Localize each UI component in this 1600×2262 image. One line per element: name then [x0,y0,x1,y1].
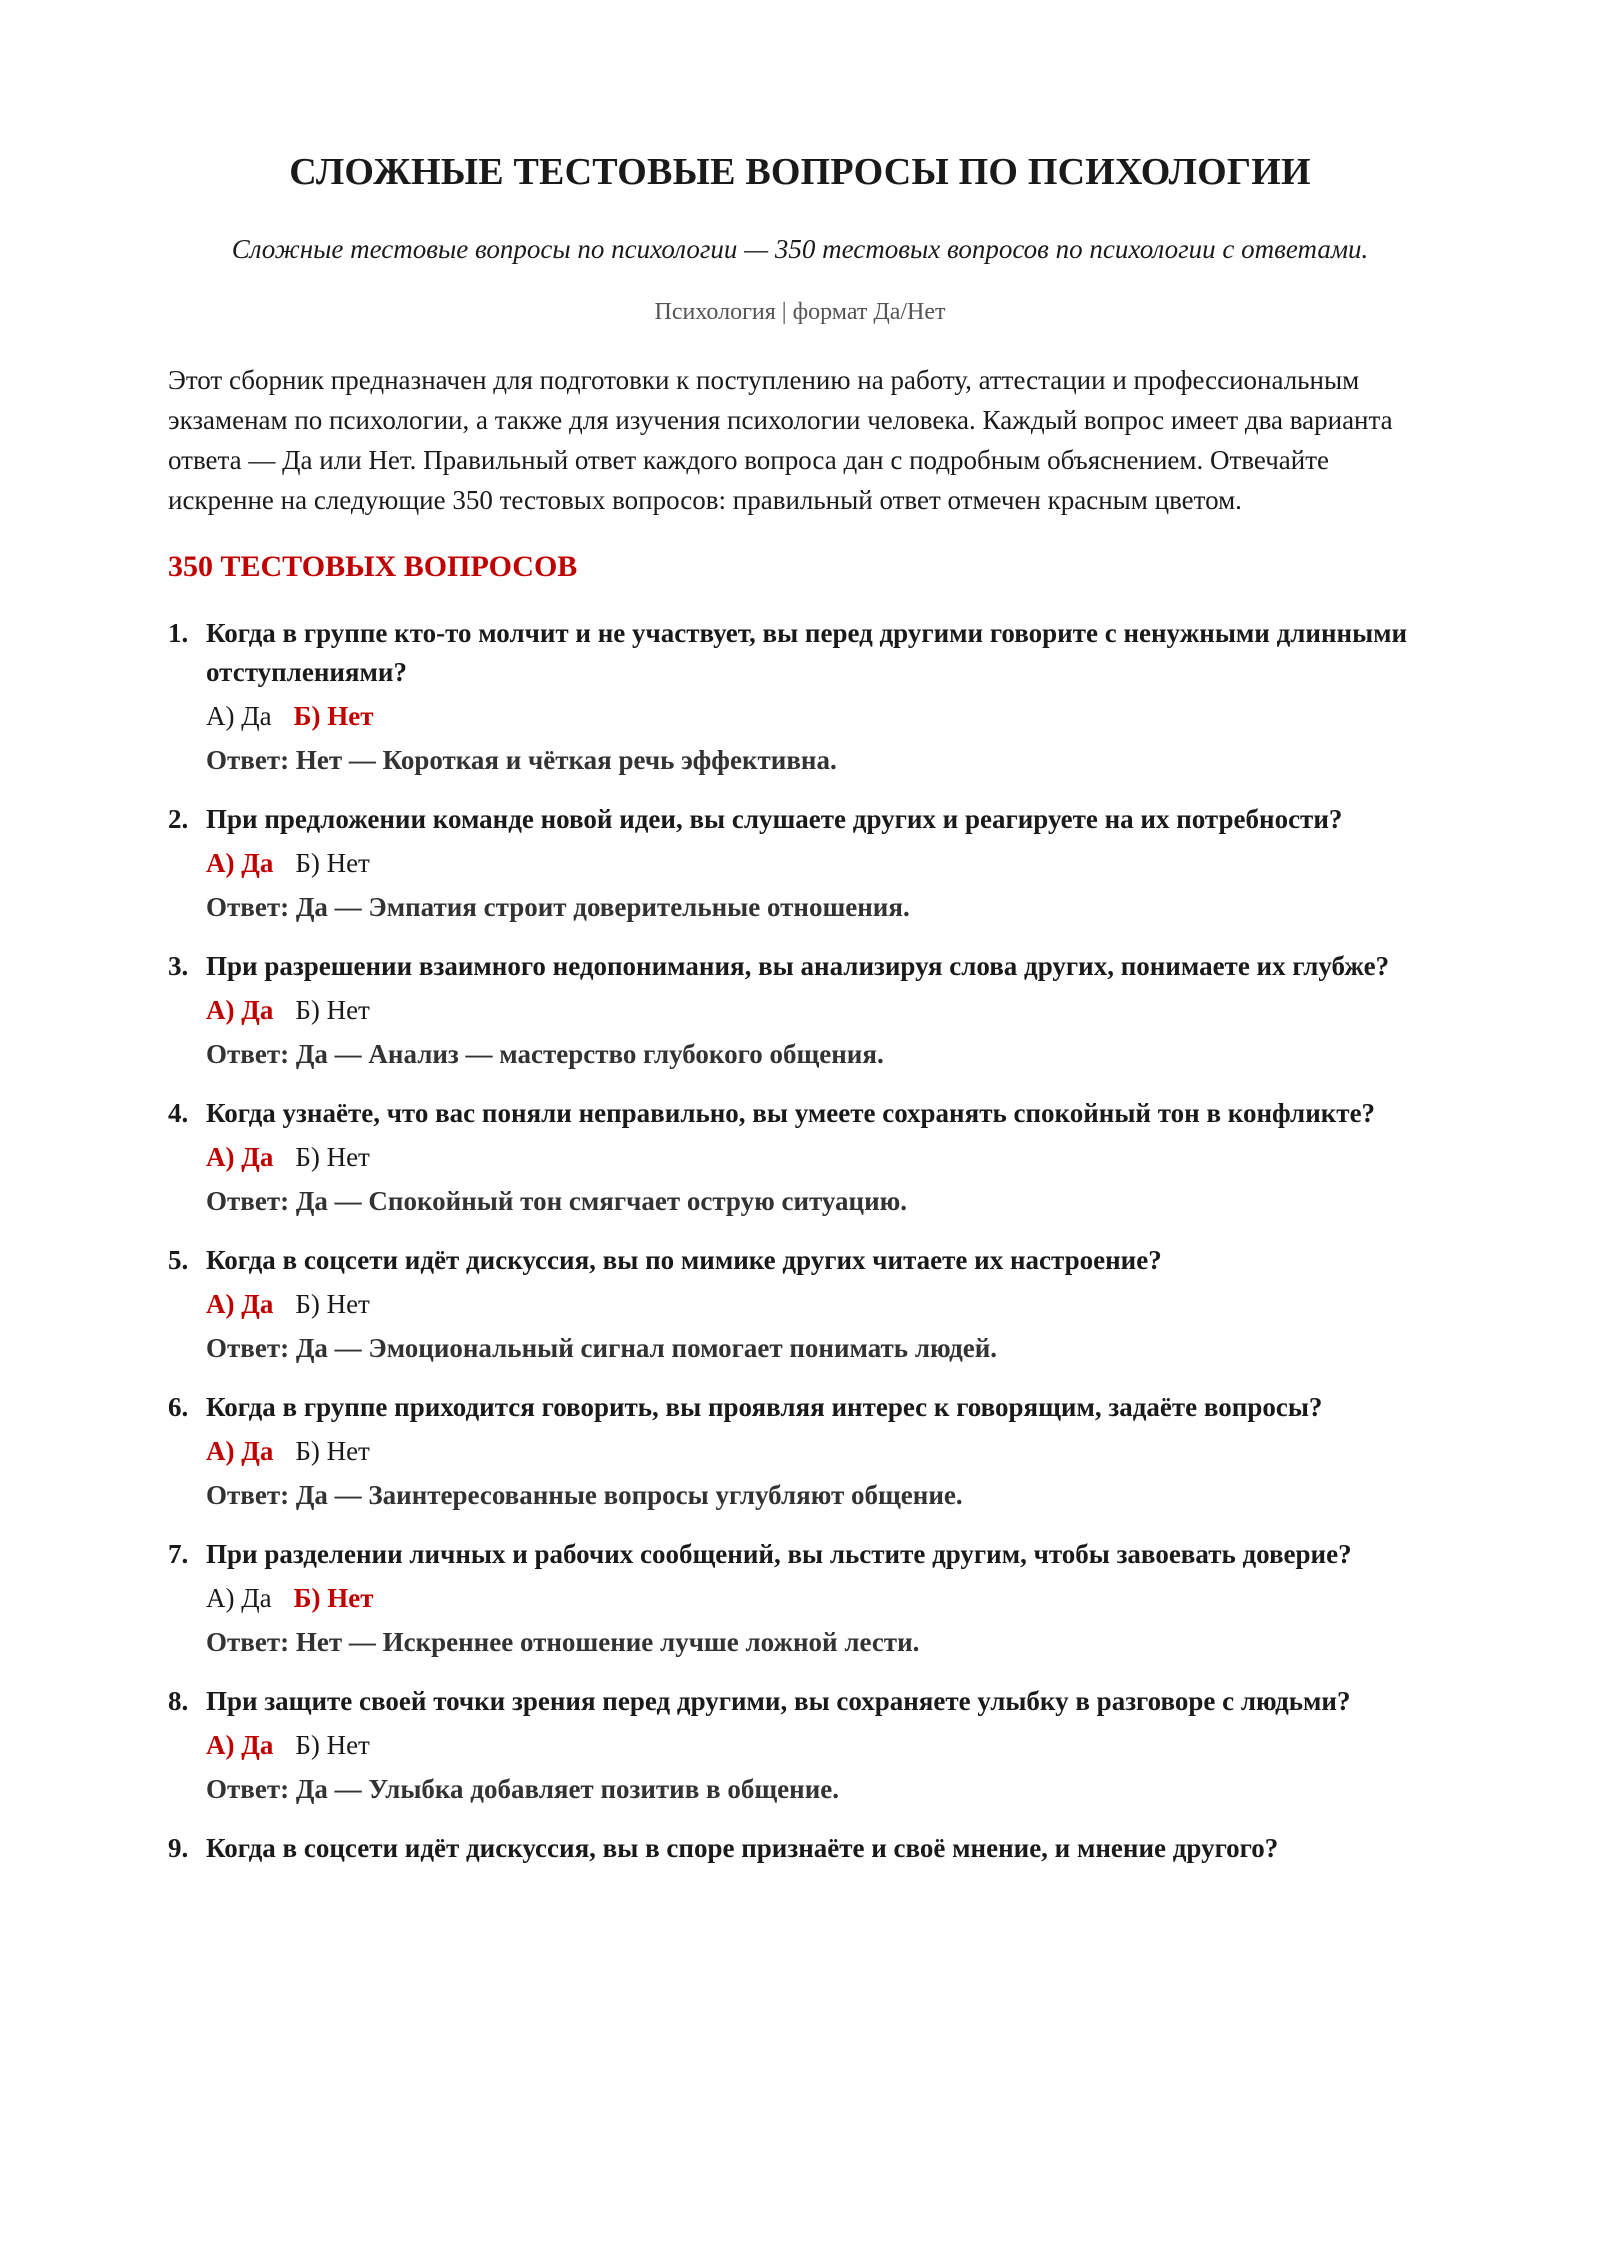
question-item [168,1094,1432,1219]
answer-options [206,698,1432,734]
question-body: При защите своей точки зрения перед другими, вы сохраняете улыбку в разговоре с людьми? [206,1686,1351,1716]
question-number: 8. [168,1686,189,1716]
answer-explanation: Ответ: Да — Эмоциональный сигнал помогает понимать людей. [206,1333,998,1363]
option-correct: А) Да [206,848,274,878]
answer-options [206,1727,1432,1763]
question-item [168,1682,1432,1807]
answer-explanation: Ответ: Да — Спокойный тон смягчает острую ситуацию. [206,1186,908,1216]
option-correct: Б) Нет [293,701,374,731]
answer-options [206,1139,1432,1175]
question-body: При разделении личных и рабочих сообщений, вы льстите другим, чтобы завоевать доверие? [206,1539,1352,1569]
question-number: 3. [168,951,189,981]
option: Б) Нет [295,1289,370,1319]
answer-explanation: Ответ: Да — Улыбка добавляет позитив в общение. [206,1774,840,1804]
answer-explanation: Ответ: Нет — Искреннее отношение лучше ложной лести. [206,1627,920,1657]
answer-explanation: Ответ: Нет — Короткая и чёткая речь эффективна. [206,745,837,775]
option-correct: А) Да [206,1289,274,1319]
question-text [168,1094,1432,1133]
question-body: При разрешении взаимного недопонимания, вы анализируя слова других, понимаете их глубже? [206,951,1390,981]
question-text [168,1241,1432,1280]
question-item [168,947,1432,1072]
question-number: 1. [168,618,189,648]
answer-options [206,1580,1432,1616]
question-body: Когда в группе кто-то молчит и не участвует, вы перед другими говорите с ненужными длинными отступлениями? [206,618,1408,687]
question-number: 9. [168,1833,189,1863]
answer-options [206,1286,1432,1322]
option-correct: А) Да [206,1142,274,1172]
option-correct: Б) Нет [293,1583,374,1613]
answer-explanation: Ответ: Да — Эмпатия строит доверительные отношения. [206,892,910,922]
answer-explanation: Ответ: Да — Анализ — мастерство глубокого общения. [206,1039,884,1069]
question-text [168,1535,1432,1574]
question-item [168,1241,1432,1366]
question-body: Когда узнаёте, что вас поняли неправильно, вы умеете сохранять спокойный тон в конфликте? [206,1098,1376,1128]
question-item [168,614,1432,778]
page-title: СЛОЖНЫЕ ТЕСТОВЫЕ ВОПРОСЫ ПО ПСИХОЛОГИИ [289,151,1311,193]
question-number: 7. [168,1539,189,1569]
page-subtitle: Сложные тестовые вопросы по психологии — 350 тестовых вопросов по психологии с ответами. [231,234,1369,264]
question-number: 2. [168,804,189,834]
option: Б) Нет [295,1730,370,1760]
question-text [168,1682,1432,1721]
question-item [168,1388,1432,1513]
question-body: Когда в группе приходится говорить, вы проявляя интерес к говорящим, задаёте вопросы? [206,1392,1323,1422]
answer-options [206,992,1432,1028]
option-correct: А) Да [206,1730,274,1760]
option: А) Да [206,1583,272,1613]
question-text [168,614,1432,692]
question-item [168,800,1432,925]
question-number: 4. [168,1098,189,1128]
question-text [168,1388,1432,1427]
question-body: Когда в соцсети идёт дискуссия, вы в споре признаёте и своё мнение, и мнение другого? [206,1833,1279,1863]
section-heading: 350 ТЕСТОВЫХ ВОПРОСОВ [168,550,578,583]
question-list [168,614,1432,1868]
option-correct: А) Да [206,995,274,1025]
answer-explanation: Ответ: Да — Заинтересованные вопросы углубляют общение. [206,1480,963,1510]
option: А) Да [206,701,272,731]
answer-options [206,845,1432,881]
question-item [168,1535,1432,1660]
question-body: Когда в соцсети идёт дискуссия, вы по мимике других читаете их настроение? [206,1245,1162,1275]
option: Б) Нет [295,995,370,1025]
option-correct: А) Да [206,1436,274,1466]
question-number: 6. [168,1392,189,1422]
question-text [168,1829,1432,1868]
question-text [168,800,1432,839]
option: Б) Нет [295,1142,370,1172]
question-body: При предложении команде новой идеи, вы слушаете других и реагируете на их потребности? [206,804,1343,834]
question-item [168,1829,1432,1868]
option: Б) Нет [295,848,370,878]
category-format-line: Психология | формат Да/Нет [654,299,946,325]
answer-options [206,1433,1432,1469]
option: Б) Нет [295,1436,370,1466]
question-number: 5. [168,1245,189,1275]
intro-paragraph: Этот сборник предназначен для подготовки к поступлению на работу, аттестации и профессиональным экзаменам по психологии, а также для изучения психологии человека. Каждый вопрос имеет два варианта ответа — Да или Нет. Правильный ответ каждого вопроса дан с подробным объяснением. Отвечайте искренне на следующие 350 тестовых вопросов: правильный ответ отмечен красным цветом. [168,365,1393,515]
question-text [168,947,1432,986]
